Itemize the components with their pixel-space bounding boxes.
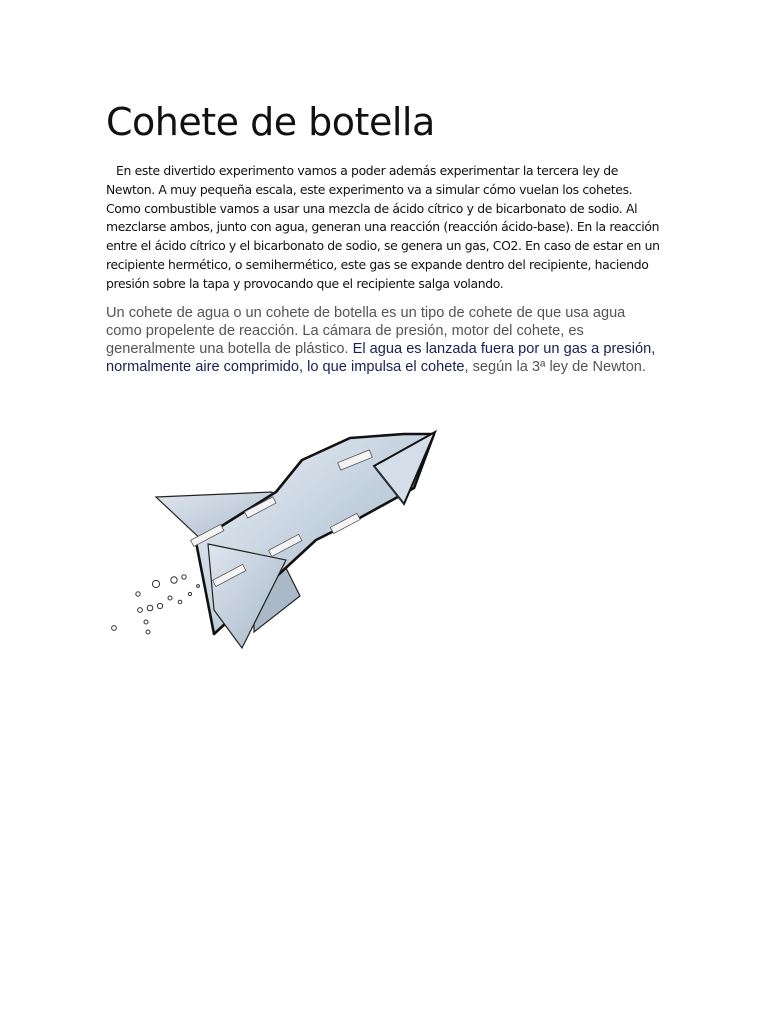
page-title: Cohete de botella	[106, 100, 435, 144]
definition-paragraph	[106, 304, 658, 376]
intro-paragraph: En este divertido experimento vamos a poder además experimentar la tercera ley de Newton. A muy pequeña escala, este experimento va a simular cómo vuelan los cohetes. Como combustible vamos a usar una mezcla de ácido cítrico y de bicarbonato de sodio. Al mezclarse ambos, junto con agua, generan una reacción (reacción ácido-base). En la reacción entre el ácido cítrico y el bicarbonato de sodio, se genera un gas, CO2. En caso de estar en un recipiente hermético, o semihermético, este gas se expande dentro del recipiente, haciendo presión sobre la tapa y provocando que el recipiente salga volando.	[106, 163, 660, 291]
definition-text: Un cohete de agua o un cohete de botella es un tipo de cohete de que usa agua como propelente de reacción. La cámara de presión, motor del cohete, es generalmente una botella de plástico.	[106, 305, 626, 357]
definition-highlight: El agua es lanzada fuera por un gas a presión, normalmente aire comprimido, lo que impulsa el cohete	[106, 341, 656, 375]
bottle-rocket-illustration	[104, 420, 444, 656]
definition-text-end: , según la 3ª ley de Newton.	[464, 359, 646, 375]
